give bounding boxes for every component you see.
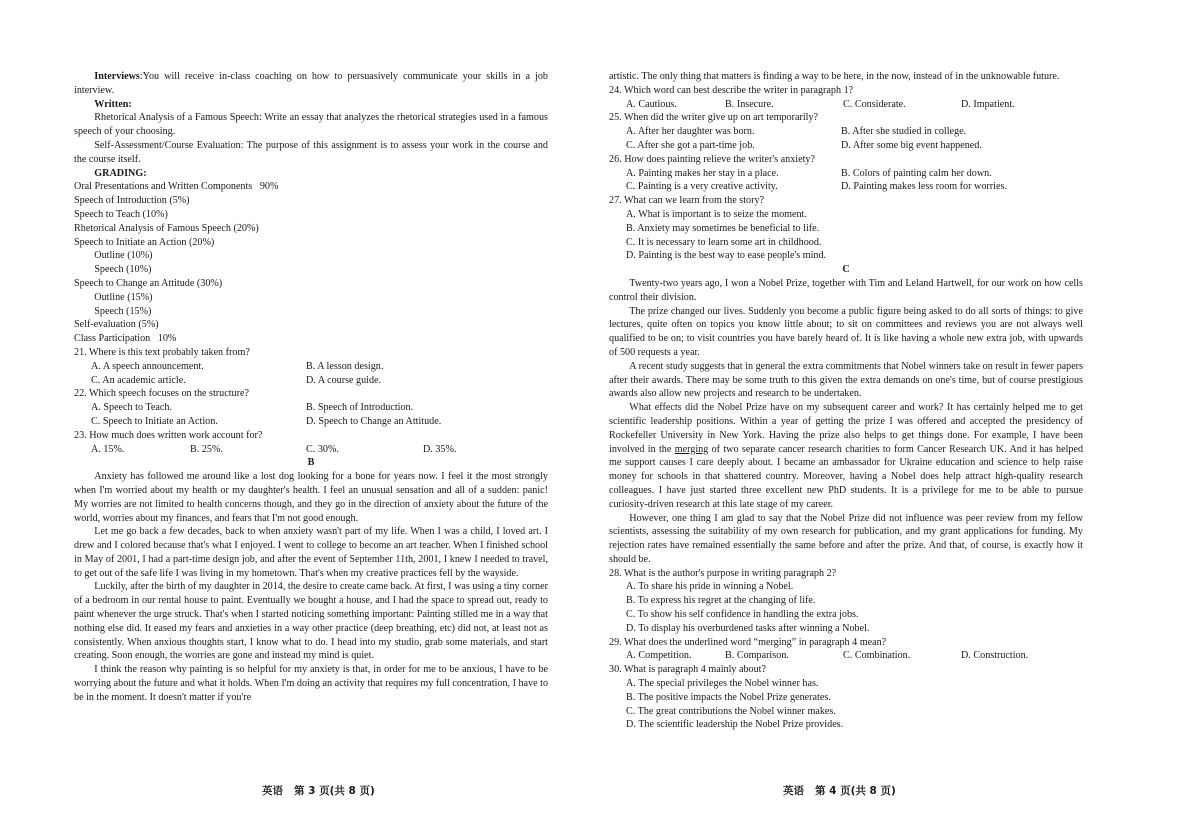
written-label: Written: [94,98,132,110]
option: A. 15%. [91,443,125,455]
question-stem: 27. What can we learn from the story? [609,195,765,207]
grading-item: Speech to Teach (10%) [74,208,168,220]
option: A. What is important is to seize the moment. [626,208,807,220]
question-26 [609,153,1083,194]
option: D. Painting makes less room for worries. [841,181,1007,193]
grading-item: Self-evaluation (5%) [74,319,159,331]
option: A. To share his pride in winning a Nobel. [626,581,794,593]
paragraph-text: of two separate cancer research charities to form Cancer Research UK. And it has helped me support causes I care deeply about. I became an ambassador for Ukraine education and science to help raise money for schools in that shattered country. Moreover, having a Nobel does help attract high-quality research colleagues. I have just started three excellent new PhD students. It is a privilege for me to be able to pursue curiosity-driven research at this late stage of my career. [609,443,1084,510]
question-27 [609,194,1083,263]
option: A. A speech announcement. [91,360,204,372]
passage-b-paragraph: Let me go back a few decades, back to when anxiety wasn't part of my life. When I was a child, I loved art. I drew and I colored because that's what I enjoyed. I went to college to become an art teacher. When I finished school in May of 2001, I had a part-time design job, and after the event of September 11th, 2001, I knew I needed to travel, to get out of the safe life I was living in my hometown. That's when my creative practices fell by the wayside. [74,526,548,579]
option: B. Speech of Introduction. [306,402,414,414]
option: C. It is necessary to learn some art in childhood. [626,236,822,248]
section-c-heading: C [842,264,850,276]
option: A. Cautious. [626,98,677,110]
passage-b-paragraph: I think the reason why painting is so helpful for my anxiety is that, in order for me to be anxious, I have to be worrying about the future and what it holds. When I'm doing an activity that requires my full concentration, I have to be in the moment. It doesn't matter if you're [74,664,549,703]
option: B. A lesson design. [306,360,384,372]
interviews-text: :You will receive in-class coaching on how to persuasively communicate your skills in a job interview. [74,71,548,96]
option: C. An academic article. [91,374,186,386]
grading-item: Rhetorical Analysis of Famous Speech (20%) [74,222,259,234]
option: C. 30%. [306,443,339,455]
option: C. Speech to Initiate an Action. [91,415,218,427]
option: D. Painting is the best way to ease people's mind. [626,250,827,262]
question-24 [609,84,1083,112]
page-footer-left: 英语 第 3 页(共 8 页) [262,785,375,797]
grading-item: Speech to Initiate an Action (20%) [74,236,215,248]
question-stem: 30. What is paragraph 4 mainly about? [609,664,766,676]
passage-c-paragraph: However, one thing I am glad to say that the Nobel Prize did not influence was peer review from my fellow scientists, assessing the suitability of my own research for publication, and my grant applications for funding. My rejection rates have remained essentially the same before and after the prize. And that, of course, is exactly how it should be. [609,512,1083,565]
interviews-label: Interviews [94,71,140,82]
question-stem: 28. What is the author's purpose in writing paragraph 2? [609,567,837,579]
question-stem: 23. How much does written work account for? [74,429,263,441]
question-29 [609,636,1083,664]
question-stem: 21. Where is this text probably taken from? [74,346,250,358]
option: D. 35%. [423,443,457,455]
question-28 [609,567,1083,636]
passage-b-paragraph: Anxiety has followed me around like a lost dog looking for a bone for years now. I feel it the most strongly when I'm worried about my health or my daughter's health. I feel an unusual sensation and all of a sudden: panic! My worries are not limited to health concerns though, and they go in the direction of anxiety about the future of the world, worries about my finances, and fears that I'm not good enough. [74,471,548,524]
option: A. Speech to Teach. [91,402,172,414]
grading-item: Speech (15%) [94,305,152,317]
option: B. Insecure. [725,98,774,110]
grading-item: Speech (10%) [94,264,152,276]
option: D. To display his overburdened tasks after winning a Nobel. [626,622,870,634]
paragraph-text: What effects did the Nobel Prize have on my subsequent career and work? It has certainly helped me to get scientific leadership positions. Within a year of getting the prize I was offered and accepted the presidency of Rockefeller University in New York. Having the prize also helps to get things done. For example, I have been involved in the [609,402,1083,455]
grading-item: Oral Presentations and Written Components 90% [74,181,279,193]
option: C. Considerate. [843,98,906,110]
option: C. After she got a part-time job. [626,139,755,151]
question-21 [74,346,548,387]
passage-b-paragraph: Luckily, after the birth of my daughter in 2014, the desire to create came back. At first, I was using a tiny corner of a bedroom in our rental house to paint. Eventually we bought a house, and I had the space to spread out, ready to paint whenever the urge struck. That's when I started noticing something important: Painting stilled me in a way that nothing else did. It eased my fears and anxieties in a way other practice (deep breathing, etc) did not, at least not as consistently. When anxious thoughts start, I know what to do. I head into my studio, grab some materials, and start creating. Soon enough, the worries are gone and instead my mind is quiet. [74,581,548,662]
option: D. Construction. [961,650,1029,662]
option: B. 25%. [190,443,223,455]
question-23 [74,429,548,457]
question-25 [609,111,1083,152]
grading-label: GRADING: [94,167,147,179]
section-b-heading: B [307,457,315,469]
passage-b-continuation: artistic. The only thing that matters is finding a way to be here, in the now, instead of in the unknowable future. [609,71,1060,82]
right-page [609,70,1083,732]
option: C. Painting is a very creative activity. [626,181,778,193]
option: D. After some big event happened. [841,139,982,151]
question-stem: 29. What does the underlined word “merging” in paragraph 4 mean? [609,636,887,648]
grading-item: Class Participation 10% [74,333,177,345]
self-assessment-paragraph: Self-Assessment/Course Evaluation: The purpose of this assignment is to assess your work in the course and the course itself. [74,139,548,165]
page-footer-right: 英语 第 4 页(共 8 页) [783,785,896,797]
option: C. To show his self confidence in handling the extra jobs. [626,609,859,621]
option: A. Competition. [626,650,692,662]
grading-list [74,180,548,346]
option: B. Anxiety may sometimes be beneficial to life. [626,222,820,234]
interviews-paragraph [74,70,548,98]
option: B. Colors of painting calm her down. [841,167,992,179]
question-stem: 26. How does painting relieve the writer's anxiety? [609,153,815,165]
passage-c-paragraph [609,401,1083,511]
underlined-word-merging: merging [674,443,709,455]
question-22 [74,387,548,428]
passage-c-paragraph: The prize changed our lives. Suddenly you become a public figure being asked to do all sorts of things: to give lectures, quite often on topics you know little about; to sit on committees and reviews you are not always well qualified to be on; to visit countries you have barely heard of. It is like having a whole new extra job, with upwards of 500 requests a year. [609,305,1083,358]
grading-item: Speech of Introduction (5%) [74,195,190,207]
option: B. After she studied in college. [841,126,967,138]
question-stem: 24. Which word can best describe the writer in paragraph 1? [609,84,854,96]
option: A. The special privileges the Nobel winner has. [626,678,819,690]
option: B. The positive impacts the Nobel Prize generates. [626,691,831,703]
option: B. Comparison. [725,650,789,662]
passage-c-paragraph: A recent study suggests that in general the extra commitments that Nobel winners take on result in fewer papers after their awards. There may be some truth to this given the extra demands on one's time, but of course prestigious awards also allow new projects and research to be undertaken. [609,360,1083,400]
grading-item: Outline (15%) [94,291,153,303]
option: B. To express his regret at the changing of life. [626,595,816,607]
question-stem: 22. Which speech focuses on the structure? [74,388,249,400]
question-stem: 25. When did the writer give up on art temporarily? [609,112,819,124]
option: D. A course guide. [306,374,382,386]
option: A. After her daughter was born. [626,126,755,138]
grading-item: Outline (10%) [94,250,153,262]
option: D. Impatient. [961,98,1015,110]
option: C. Combination. [843,650,911,662]
passage-c-paragraph: Twenty-two years ago, I won a Nobel Prize, together with Tim and Leland Hartwell, for our work on how cells control their division. [609,277,1083,303]
option: C. The great contributions the Nobel winner makes. [626,705,836,717]
option: D. Speech to Change an Attitude. [306,415,442,427]
question-30 [609,663,1083,732]
left-page [74,70,548,705]
rhetorical-paragraph: Rhetorical Analysis of a Famous Speech: Write an essay that analyzes the rhetorical strategies used in a famous speech of your choosing. [74,112,548,138]
grading-item: Speech to Change an Attitude (30%) [74,277,223,289]
option: D. The scientific leadership the Nobel Prize provides. [626,719,844,731]
option: A. Painting makes her stay in a place. [626,167,779,179]
